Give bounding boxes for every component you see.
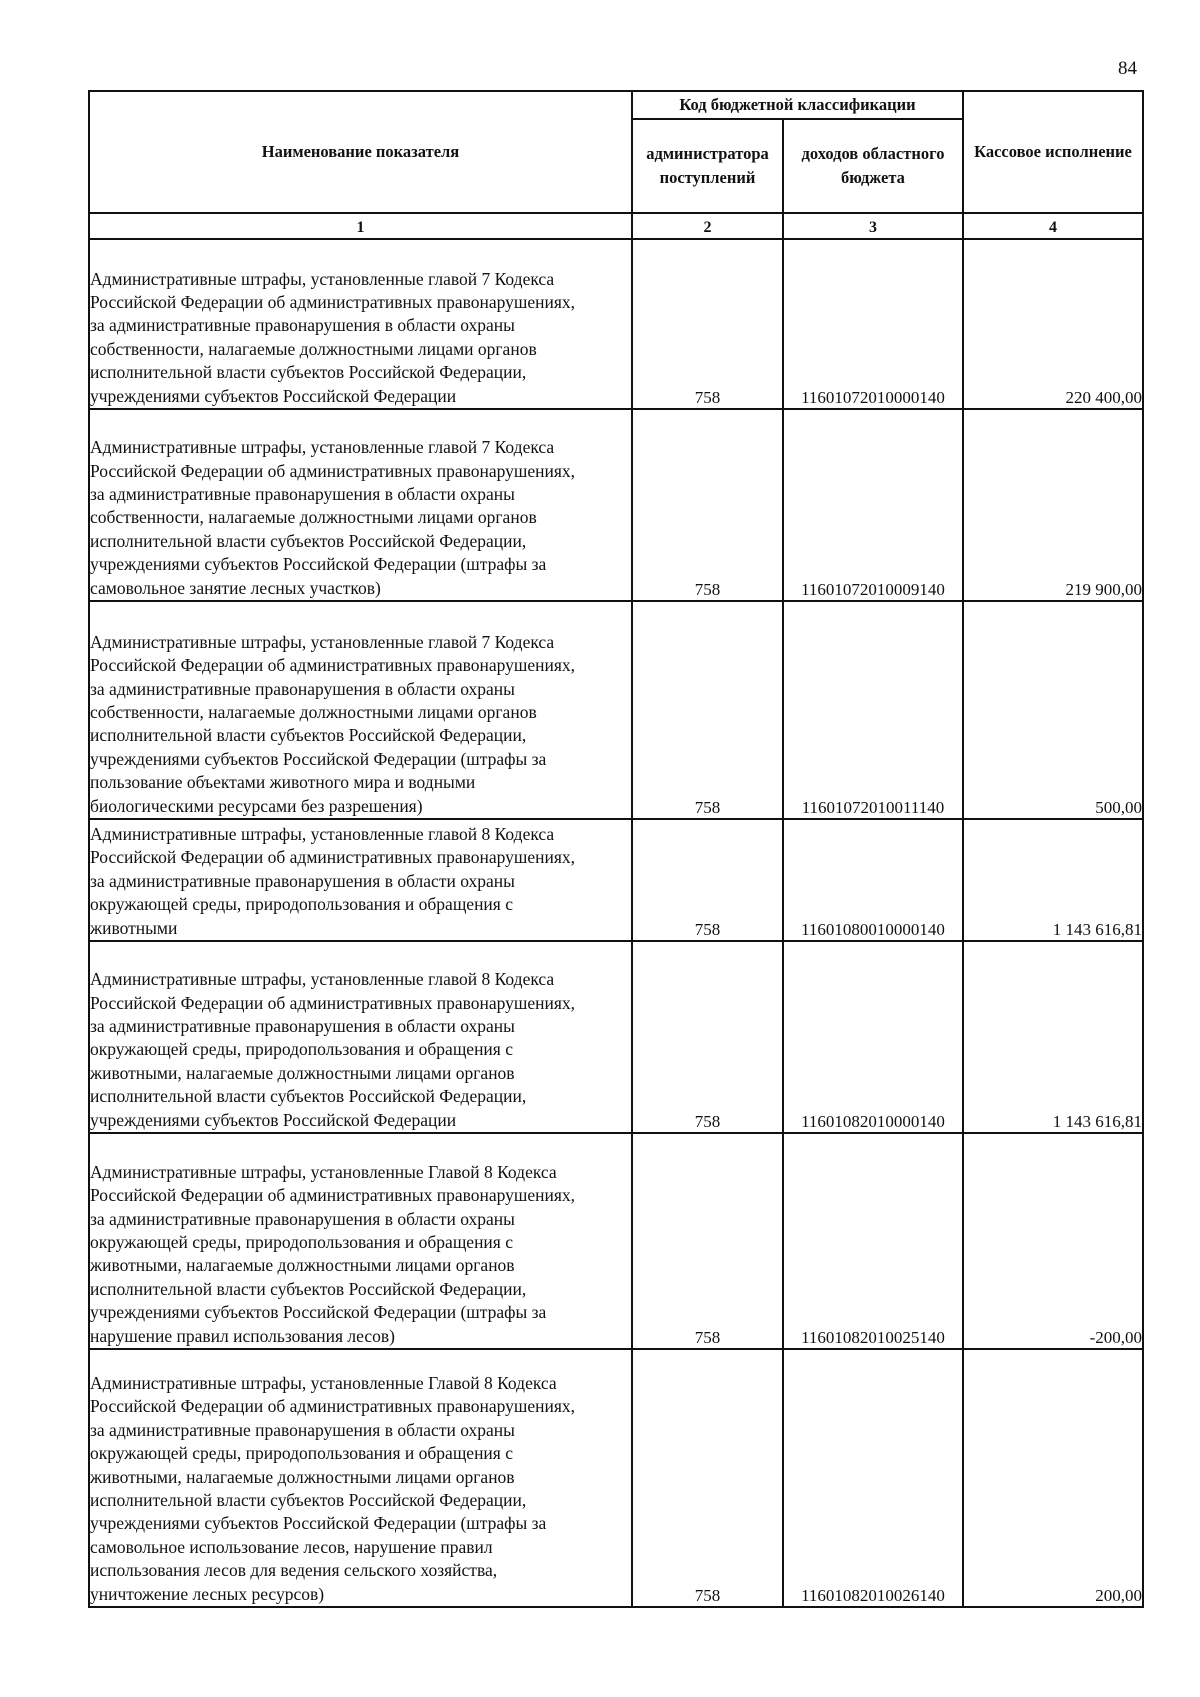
header-name-column: Наименование показателя [89,91,632,213]
administrator-code: 758 [632,601,783,819]
indicator-name: Административные штрафы, установленные главой 7 Кодекса Российской Федерации об административных правонарушениях, за административные правонарушения в области охраны собственности, налагаемые должностными лицами органов исполнительной власти субъектов Российской Федерации, учреждениями субъектов Российской Федерации (штрафы за пользование объектами животного мира и водными биологическими ресурсами без разрешения) [89,601,632,819]
income-code: 11601080010000140 [783,819,963,941]
table-row [89,819,1143,941]
income-code: 11601072010000140 [783,239,963,409]
column-number: 3 [783,213,963,239]
administrator-code: 758 [632,941,783,1133]
cash-amount: 1 143 616,81 [963,941,1143,1133]
administrator-code: 758 [632,1133,783,1349]
column-number: 1 [89,213,632,239]
indicator-name: Административные штрафы, установленные главой 7 Кодекса Российской Федерации об административных правонарушениях, за административные правонарушения в области охраны собственности, налагаемые должностными лицами органов исполнительной власти субъектов Российской Федерации, учреждениями субъектов Российской Федерации [89,239,632,409]
table-row [89,601,1143,819]
budget-table [88,90,1144,1608]
table-row [89,1133,1143,1349]
cash-amount: 200,00 [963,1349,1143,1607]
income-code: 11601082010000140 [783,941,963,1133]
header-income-code-column: доходов областного бюджета [783,119,963,213]
table-row [89,1349,1143,1607]
table-row [89,941,1143,1133]
administrator-code: 758 [632,1349,783,1607]
header-cash-execution: Кассовое исполнение [963,91,1143,213]
column-number-row [89,213,1143,239]
table-row [89,409,1143,601]
indicator-name: Административные штрафы, установленные главой 8 Кодекса Российской Федерации об административных правонарушениях, за административные правонарушения в области охраны окружающей среды, природопользования и обращения с животными [89,819,632,941]
indicator-name: Административные штрафы, установленные главой 7 Кодекса Российской Федерации об административных правонарушениях, за административные правонарушения в области охраны собственности, налагаемые должностными лицами органов исполнительной власти субъектов Российской Федерации, учреждениями субъектов Российской Федерации (штрафы за самовольное занятие лесных участков) [89,409,632,601]
administrator-code: 758 [632,409,783,601]
cash-amount: 220 400,00 [963,239,1143,409]
column-number: 4 [963,213,1143,239]
indicator-name: Административные штрафы, установленные главой 8 Кодекса Российской Федерации об административных правонарушениях, за административные правонарушения в области охраны окружающей среды, природопользования и обращения с животными, налагаемые должностными лицами органов исполнительной власти субъектов Российской Федерации, учреждениями субъектов Российской Федерации [89,941,632,1133]
table-row [89,239,1143,409]
cash-amount: 219 900,00 [963,409,1143,601]
income-code: 11601072010009140 [783,409,963,601]
indicator-name: Административные штрафы, установленные Главой 8 Кодекса Российской Федерации об административных правонарушениях, за административные правонарушения в области охраны окружающей среды, природопользования и обращения с животными, налагаемые должностными лицами органов исполнительной власти субъектов Российской Федерации, учреждениями субъектов Российской Федерации (штрафы за самовольное использование лесов, нарушение правил использования лесов для ведения сельского хозяйства, уничтожение лесных ресурсов) [89,1349,632,1607]
administrator-code: 758 [632,819,783,941]
header-classification-group: Код бюджетной классификации [632,91,963,119]
page-number: 84 [1118,58,1137,79]
header-administrator-column: администратора поступлений [632,119,783,213]
cash-amount: -200,00 [963,1133,1143,1349]
cash-amount: 500,00 [963,601,1143,819]
cash-amount: 1 143 616,81 [963,819,1143,941]
income-code: 11601082010026140 [783,1349,963,1607]
income-code: 11601072010011140 [783,601,963,819]
column-number: 2 [632,213,783,239]
income-code: 11601082010025140 [783,1133,963,1349]
indicator-name: Административные штрафы, установленные Главой 8 Кодекса Российской Федерации об административных правонарушениях, за административные правонарушения в области охраны окружающей среды, природопользования и обращения с животными, налагаемые должностными лицами органов исполнительной власти субъектов Российской Федерации, учреждениями субъектов Российской Федерации (штрафы за нарушение правил использования лесов) [89,1133,632,1349]
administrator-code: 758 [632,239,783,409]
